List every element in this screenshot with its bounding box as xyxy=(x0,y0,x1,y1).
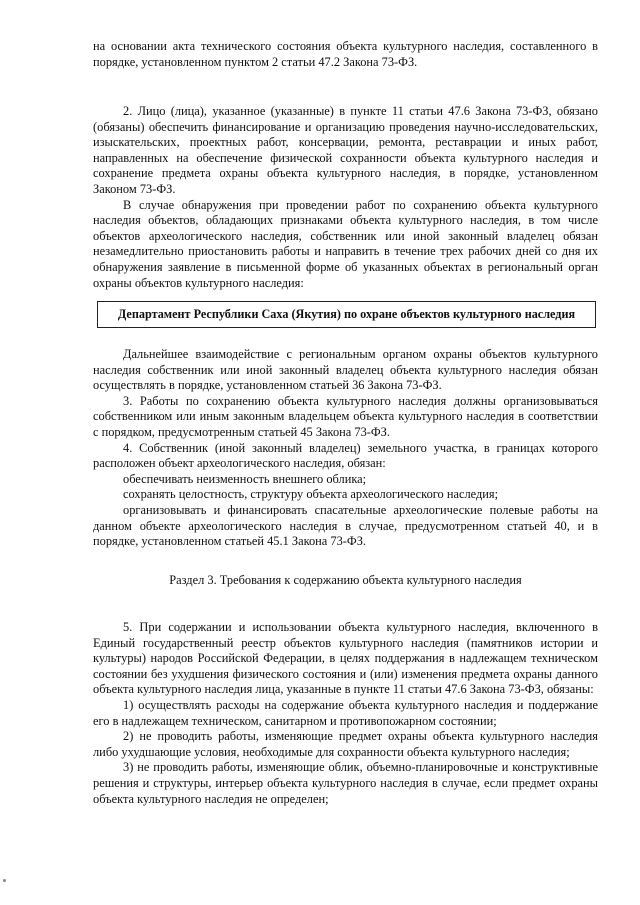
item-4-1: обеспечивать неизменность внешнего облика; xyxy=(123,471,367,486)
paragraph-interaction: Дальнейшее взаимодействие с региональным органом охраны объектов культурного наследия собственник или иной законный владелец объекта культурного наследия обязан осуществлять в порядке, установленном статьей 36 Закона 73-ФЗ. xyxy=(93,347,598,393)
paragraph-2-block xyxy=(93,104,598,291)
item-5-2: 2) не проводить работы, изменяющие предмет охраны объекта культурного наследия либо ухудшающие условия, необходимые для сохранности объекта культурного наследия; xyxy=(93,729,598,759)
paragraph-5: 5. При содержании и использовании объекта культурного наследия, включенного в Единый государственный реестр объектов культурного наследия (памятников истории и культуры) народов Российской Федерации, в целях поддержания в надлежащем техническом состоянии без ухудшения физического состояния и (или) изменения предмета охраны данного объекта культурного наследия лица, указанные в пункте 11 статьи 47.6 Закона 73-ФЗ, обязаны: xyxy=(93,620,598,697)
item-4-2: сохранять целостность, структуру объекта археологического наследия; xyxy=(123,487,499,502)
item-5-3: 3) не проводить работы, изменяющие облик, объемно-планировочные и конструктивные решения и структуры, интерьер объекта культурного наследия в случае, если предмет охраны объекта культурного наследия не определен; xyxy=(93,760,598,806)
paragraph-5-block xyxy=(93,620,598,807)
authority-box: Департамент Республики Саха (Якутия) по охране объектов культурного наследия xyxy=(97,301,596,328)
item-4-3: организовывать и финансировать спасательные археологические полевые работы на данном объекте археологического наследия в случае, предусмотренном статьей 40, и в порядке, установленном статьей 45.1 Закона 73-ФЗ. xyxy=(93,502,598,549)
paragraph-4: 4. Собственник (иной законный владелец) земельного участка, в границах которого расположен объект археологического наследия, обязан: xyxy=(93,440,598,471)
paragraph-3: 3. Работы по сохранению объекта культурного наследия должны организовываться собственником или иным законным владельцем объекта культурного наследия в соответствии с порядком, предусмотренным статьей 45 Закона 73-ФЗ. xyxy=(93,393,598,439)
section-3-title: Раздел 3. Требования к содержанию объекта культурного наследия xyxy=(169,573,522,587)
continuation-paragraph xyxy=(93,39,598,70)
paragraph-discovery: В случае обнаружения при проведении работ по сохранению объекта культурного наследия объектов, обладающих признаками объекта культурного наследия, в том числе объектов археологического наследия, собственник или иной законный владелец обязан незамедлительно приостановить работы и направить в течение трех рабочих дней со дня их обнаружения заявление в письменной форме об указанных объектах в региональный орган охраны объектов культурного наследия: xyxy=(93,197,598,290)
paragraph-2: 2. Лицо (лица), указанное (указанные) в пункте 11 статьи 47.6 Закона 73-ФЗ, обязано (обязаны) обеспечить финансирование и организацию проведения научно-исследовательских, изыскательских, проектных работ, консервации, ремонта, реставрации и иных работ, направленных на обеспечение физической сохранности объекта культурного наследия и сохранение предмета охраны объекта культурного наследия, в порядке, установленном Законом 73-ФЗ. xyxy=(93,104,598,196)
item-5-1: 1) осуществлять расходы на содержание объекта культурного наследия и поддержание его в надлежащем техническом, санитарном и противопожарном состоянии; xyxy=(93,697,598,728)
scan-speck xyxy=(3,879,6,882)
obligations-block xyxy=(93,347,598,550)
top-continuation-text: на основании акта технического состояния объекта культурного наследия, составленного в порядке, установленном пунктом 2 статьи 47.2 Закона 73-ФЗ. xyxy=(93,39,598,69)
